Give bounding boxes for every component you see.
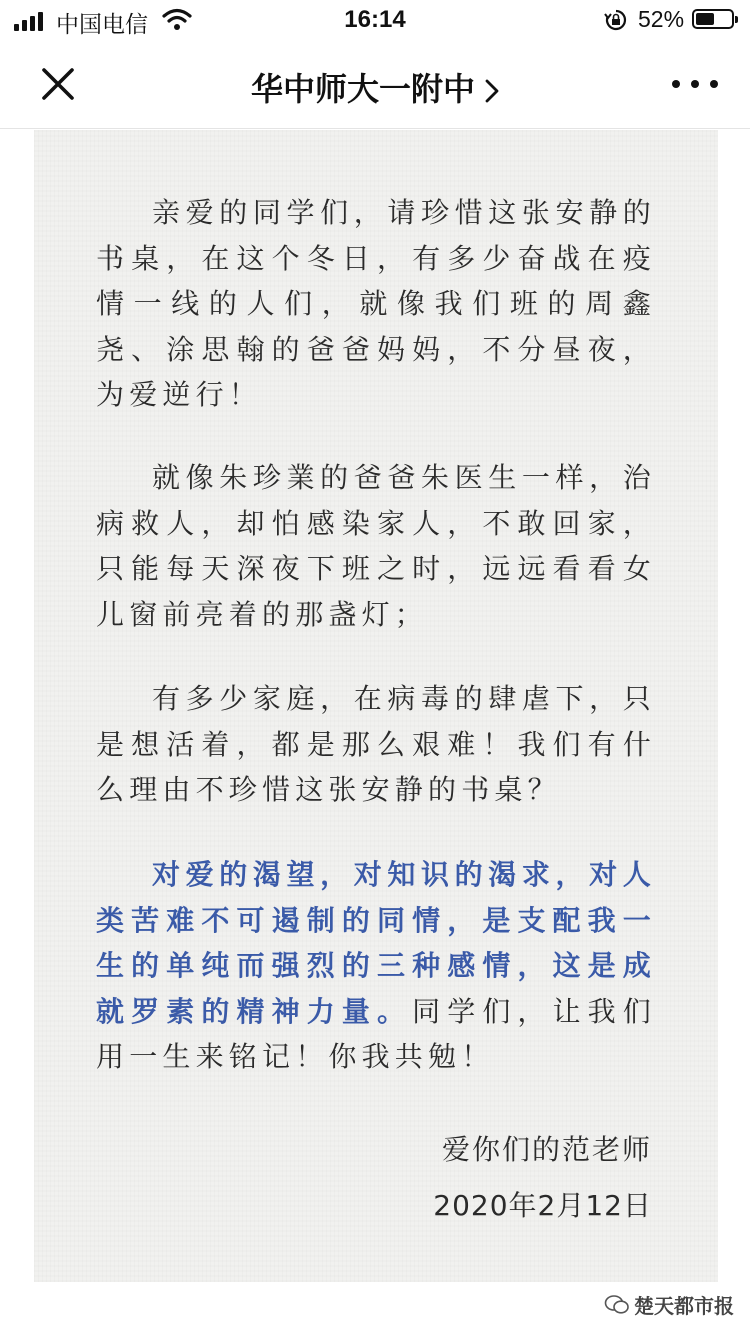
letter-paragraph: 就像朱珍業的爸爸朱医生一样，治病救人，却怕感染家人，不敢回家，只能每天深夜下班之时，远远看看女儿窗前亮着的那盏灯； [96, 461, 656, 631]
status-bar [0, 0, 750, 40]
letter-paragraph: 有多少家庭，在病毒的肆虐下，只是想活着，都是那么艰难！我们有什么理由不珍惜这张安静的书桌？ [96, 682, 656, 806]
letter-date: 2020年2月12日 [433, 1189, 652, 1222]
watermark-text: 楚天都市报 [634, 1294, 734, 1318]
chevron-right-icon [485, 79, 499, 103]
account-title[interactable] [0, 64, 750, 110]
chat-bubble-icon [604, 1294, 630, 1316]
battery-percent: 52% [638, 6, 685, 32]
more-icon[interactable] [672, 76, 718, 92]
quote-followup: 同学们，让我们用一生来铭记！你我共勉！ [96, 994, 656, 1073]
carrier-name: 中国电信 [56, 11, 148, 37]
letter-image [34, 130, 718, 1282]
letter-signature: 爱你们的范老师 [441, 1133, 652, 1166]
account-name: 华中师大一附中 [250, 70, 475, 108]
nav-bar [0, 40, 750, 129]
rotation-lock-icon [604, 8, 628, 32]
clock: 16:14 [344, 6, 406, 33]
russell-quote: 对爱的渴望，对知识的渴求，对人类苦难不可遏制的同情，是支配我一生的单纯而强烈的三种感情，这是成就罗素的精神力量。 [96, 858, 656, 1028]
letter-paragraph-quote [96, 852, 656, 1080]
letter-paragraph: 亲爱的同学们，请珍惜这张安静的书桌，在这个冬日，有多少奋战在疫情一线的人们，就像我们班的周鑫尧、涂思翰的爸爸妈妈，不分昼夜，为爱逆行！ [96, 196, 656, 411]
battery-icon [692, 9, 734, 29]
